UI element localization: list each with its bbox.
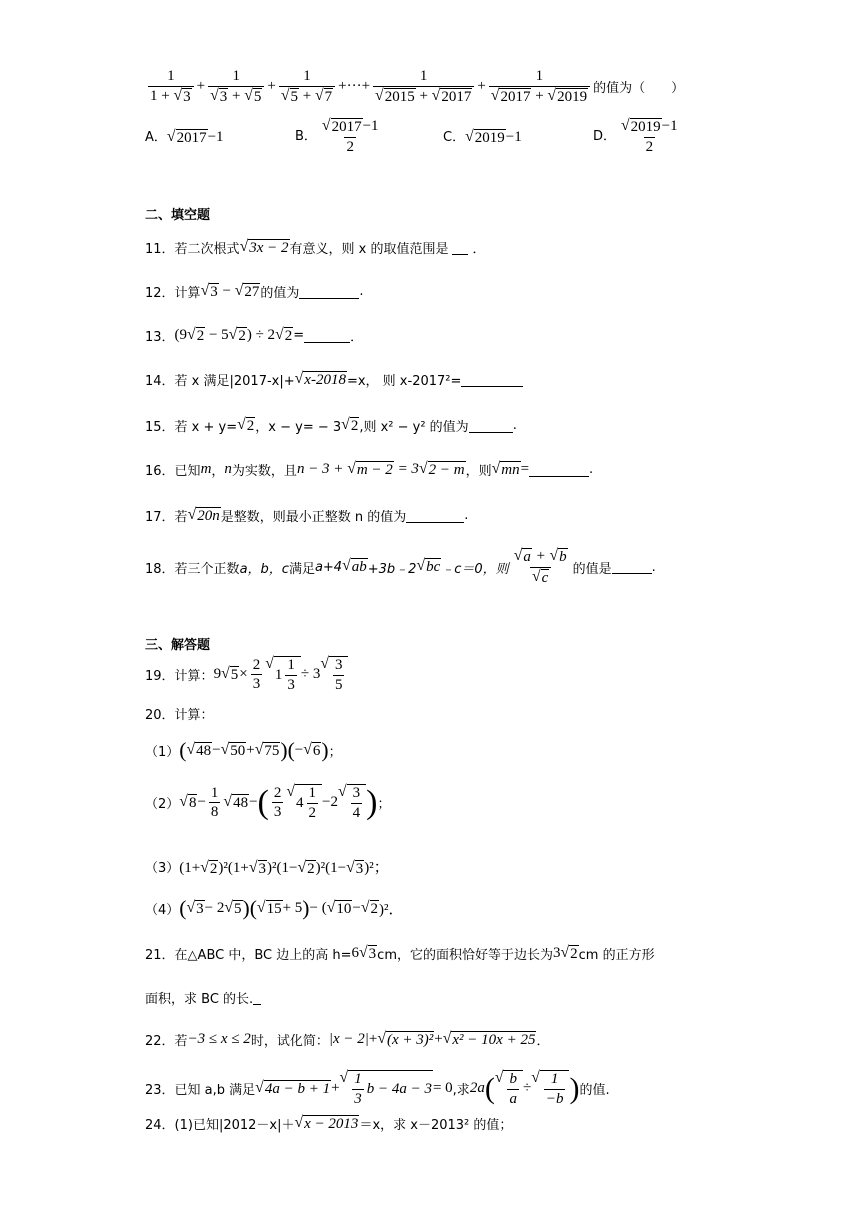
- q15: 15． 若 x + y= √ 2 ，x − y= − 3 √ 2 ,则 x² − y² 的值为 .: [145, 415, 517, 435]
- q10-term-5: 1 √ 2017 + √ 2019: [489, 68, 590, 105]
- q12: 12． 计算 √ 3 − √ 27 的值为 .: [145, 281, 364, 301]
- q11-answer-blank[interactable]: [452, 240, 468, 255]
- q12-answer-blank[interactable]: [299, 284, 359, 299]
- q20-part-3: （3） (1+ √ 2 )²(1+ √ 3 )²(1− √ 2 )²(1− √ 3 )²；: [145, 858, 389, 877]
- q21-line2: 面积，求 BC 的长.: [145, 988, 261, 1007]
- q13-answer-blank[interactable]: [304, 328, 350, 343]
- q13: 13． (9 √ 2 − 5 √ 2 ) ÷ 2 √ 2 = ．: [145, 325, 364, 345]
- q20-part-2: （2） √ 8 − $\frac{1}{8}$ √ 48 − ( $\frac{2}{3}$ √ 4 $\frac{1}{2}$ − 2 √ $\frac{3}{4}$ ) ；: [145, 783, 391, 821]
- q22: 22． 若 −3 ≤ x ≤ 2 时，试化简： |x − 2| + √ (x + 3)² + √ x² − 10x + 25 ．: [145, 1029, 550, 1049]
- q23: 23． 已知 a,b 满足 √ 4a − b + 1 + √ $\frac{1}{3}$ b − 4a − 3 = 0 ,求 2a ( √ $\frac{b}{a}$ ÷ √ $\frac{1}{-b}$ ) 的值.: [145, 1069, 610, 1107]
- q18-answer-blank[interactable]: [612, 560, 652, 575]
- q17-answer-blank[interactable]: [406, 508, 464, 523]
- q10-option-d[interactable]: D． √ 2019 −1 2: [593, 117, 678, 155]
- q11: 11． 若二次根式 √ 3x − 2 有意义，则 x 的取值范围是 ．: [145, 237, 486, 257]
- q10-term-3: 1 √ 5 + √ 7: [279, 68, 335, 105]
- q10-option-a[interactable]: A． √ 2017 −1: [145, 127, 224, 146]
- q20: 20． 计算：: [145, 708, 214, 723]
- q16-answer-blank[interactable]: [529, 462, 589, 477]
- q16: 16． 已知 m ， n 为实数，且 n − 3 + √ m − 2 = 3 √ 2 − m ，则 √ mn = .: [145, 459, 594, 479]
- section-solve-title: 三、解答题: [145, 638, 211, 653]
- q19: 19． 计算： 9 √ 5 × $\frac{2}{3}$ √ 1 $\frac{1}{3}$ ÷ 3 √ $\frac{3}{5}$: [145, 656, 348, 693]
- q14-answer-blank[interactable]: [461, 372, 523, 387]
- q10-option-b[interactable]: B． √ 2017 −1 2: [295, 117, 379, 155]
- q18: 18． 若三个正数 a，b，c 满足 a+4 √ ab +3b﹣2 √ bc ﹣c＝0，则 √ a + √ b √ c 的值是 .: [145, 547, 656, 586]
- q24: 24． (1)已知|2012－x|＋ √ x − 2013 ＝x，求 x－2013² 的值；: [145, 1113, 513, 1133]
- q14: 14． 若 x 满足|2017-x|+ √ x-2018 =x， 则 x-2017²=: [145, 370, 523, 389]
- q20-part-4: （4） ( √ 3 − 2 √ 5 ) ( √ 15 + 5 ) − ( √ 10 − √ 2 )²．: [145, 896, 404, 920]
- q21-answer-blank[interactable]: [253, 990, 261, 1005]
- q20-part-1: （1） ( √ 48 − √ 50 + √ 75 ) ( − √ 6 ) ；: [145, 738, 342, 762]
- q10-stem: 1 1 + √ 3 + 1 √ 3 + √ 5 + 1 √ 5 + √ 7 +···+ 1 √ 2015 + √ 2017 + 1 √ 2017 + √ 2019 的值为（ ）: [150, 68, 685, 105]
- q17: 17． 若 √ 20n 是整数，则最小正整数 n 的值为 .: [145, 505, 469, 525]
- q10-option-c[interactable]: C． √ 2019 −1: [443, 127, 522, 146]
- q10-term-4: 1 √ 2015 + √ 2017: [373, 68, 474, 105]
- q10-term-2: 1 √ 3 + √ 5: [208, 68, 264, 105]
- q10-term-1: 1 1 + √ 3: [148, 68, 194, 105]
- q21: 21． 在△ABC 中，BC 边上的高 h= 6 √ 3 cm，它的面积恰好等于边长为 3 √ 2 cm 的正方形: [145, 943, 655, 963]
- q15-answer-blank[interactable]: [469, 418, 513, 433]
- section-fill-in-title: 二、填空题: [145, 208, 211, 223]
